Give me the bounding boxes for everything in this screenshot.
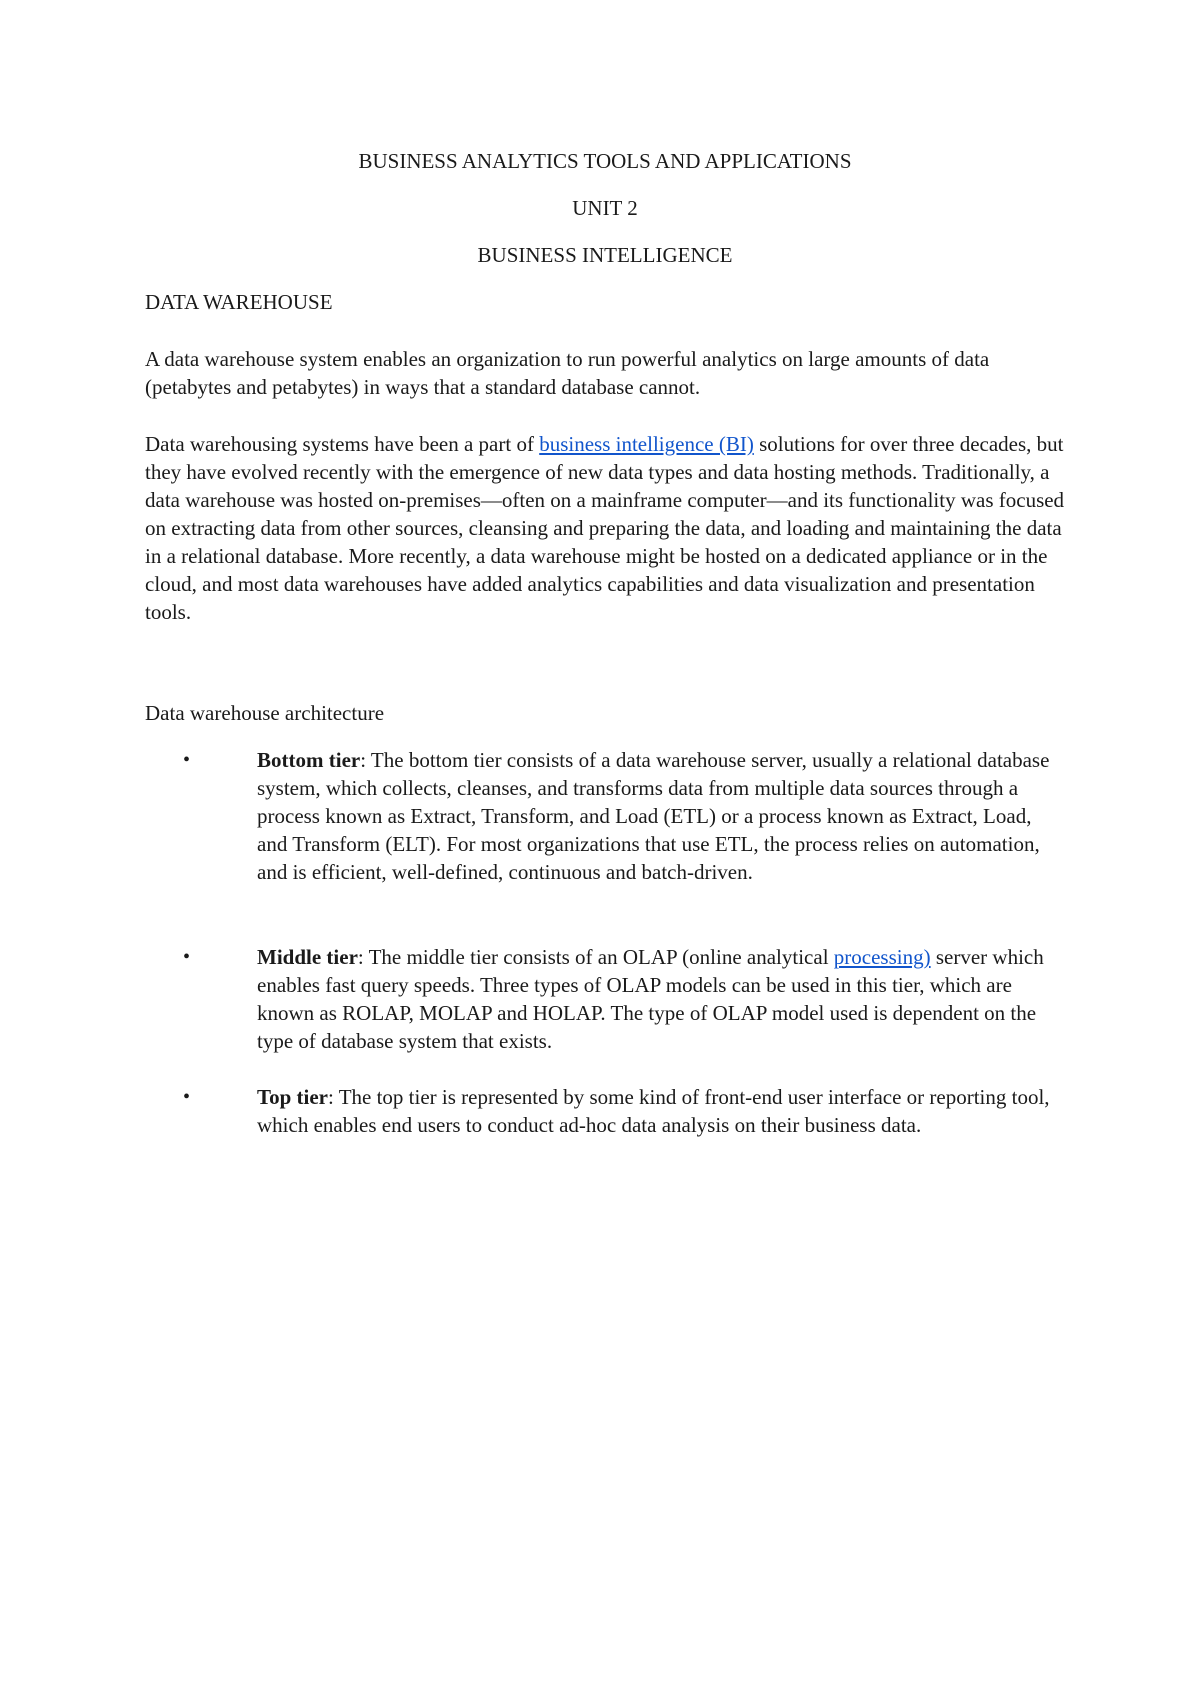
bottom-tier-label: Bottom tier (257, 748, 361, 772)
middle-tier-description-end: server which enables fast query speeds. Three types of OLAP models can be used in this tier, which are known as ROLAP, MOLAP and HOLAP. The type of OLAP model used is dependent on the type of database system that exists. (257, 945, 1044, 1053)
top-tier-label: Top tier (257, 1085, 328, 1109)
bi-link[interactable]: business intelligence (BI) (539, 432, 754, 456)
section-heading: DATA WAREHOUSE (145, 290, 333, 314)
course-title: BUSINESS ANALYTICS TOOLS AND APPLICATIONS (358, 149, 852, 173)
top-tier-text (257, 1083, 1065, 1139)
middle-tier-text (257, 943, 1065, 1055)
bottom-tier-text (257, 746, 1065, 886)
bullet-icon: • (183, 946, 191, 968)
bottom-tier-description: : The bottom tier consists of a data warehouse server, usually a relational database system, which collects, cleanses, and transforms data from multiple data sources through a process known as Extract, Transform, and Load (ETL) or a process known as Extract, Load, and Transform (ELT). For most organizations that use ETL, the process relies on automation, and is efficient, well-defined, continuous and batch-driven. (257, 748, 1050, 884)
processing-link[interactable]: processing) (833, 945, 931, 969)
middle-tier-description-start: : The middle tier consists of an OLAP (online analytical (357, 945, 834, 969)
top-tier-description: : The top tier is represented by some kind of front-end user interface or reporting tool, which enables end users to conduct ad-hoc data analysis on their business data. (257, 1085, 1050, 1137)
history-paragraph (145, 430, 1065, 626)
middle-tier-label: Middle tier (257, 945, 358, 969)
topic-title: BUSINESS INTELLIGENCE (477, 243, 733, 267)
bullet-icon: • (183, 749, 191, 771)
architecture-heading: Data warehouse architecture (145, 701, 385, 725)
bullet-icon: • (183, 1086, 191, 1108)
intro-paragraph: A data warehouse system enables an organization to run powerful analytics on large amounts of data (petabytes and petabytes) in ways that a standard database cannot. (145, 347, 990, 399)
unit-label: UNIT 2 (572, 196, 638, 220)
history-text-end: solutions for over three decades, but they have evolved recently with the emergence of new data types and data hosting methods. Traditionally, a data warehouse was hosted on-premises—often on a mainframe computer—and its functionality was focused on extracting data from other sources, cleansing and preparing the data, and loading and maintaining the data in a relational database. More recently, a data warehouse might be hosted on a dedicated appliance or in the cloud, and most data warehouses have added analytics capabilities and data visualization and presentation tools. (145, 432, 1065, 624)
history-text-start: Data warehousing systems have been a part of (145, 432, 540, 456)
